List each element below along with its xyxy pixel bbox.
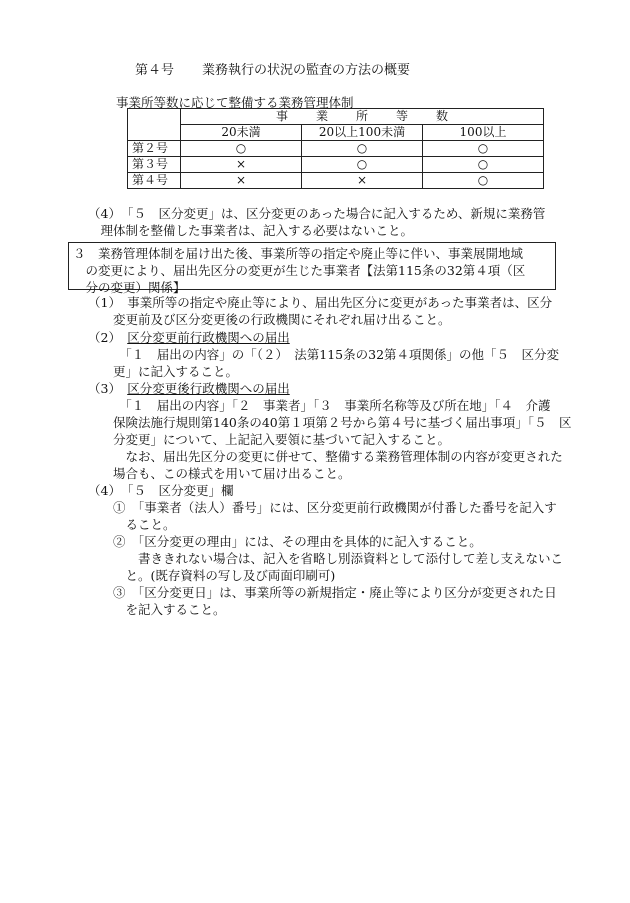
form-heading xyxy=(135,62,410,79)
text-line: ること。 xyxy=(88,517,176,532)
table-row-label: 第２号 xyxy=(128,141,181,157)
table-cell: × xyxy=(181,157,302,173)
item-4 xyxy=(88,482,564,618)
text-line: 「１ 届出の内容」「２ 事業者」「３ 事業所名称等及び所在地」「４ 介護 xyxy=(88,398,551,413)
table-row xyxy=(128,157,544,173)
table-cell: × xyxy=(302,173,423,189)
item-4-title: （4） 「５ 区分変更」欄 xyxy=(88,483,234,498)
form-title: 業務執行の状況の監査の方法の概要 xyxy=(202,63,411,78)
text-line: 分の変更）関係】 xyxy=(73,280,186,295)
item-3-title: 区分変更後行政機関への届出 xyxy=(127,381,290,396)
table-corner-cell xyxy=(128,109,181,141)
table-group-header-row xyxy=(128,109,544,125)
item-3 xyxy=(88,380,572,482)
text-line: 場合も、この様式を用いて届け出ること。 xyxy=(88,466,351,481)
section-3-box xyxy=(68,242,556,295)
text-line: （1） 事業所等の指定や廃止等により、届出先区分に変更があった事業者は、区分 xyxy=(88,295,553,310)
text-line: 「１ 届出の内容」の「（２） 法第115条の32第４項関係」の他「５ 区分変 xyxy=(88,347,560,362)
table-row-label: 第３号 xyxy=(128,157,181,173)
table-header-row xyxy=(128,125,544,141)
text-line: 更」に記入すること。 xyxy=(88,364,239,379)
table-cell: × xyxy=(181,173,302,189)
item-1 xyxy=(88,294,558,328)
table-cell: ○ xyxy=(423,141,544,157)
table-cell: ○ xyxy=(423,157,544,173)
table-row xyxy=(128,141,544,157)
form-number: 第４号 xyxy=(135,63,175,78)
text-line: ② 「区分変更の理由」には、その理由を具体的に記入すること。 xyxy=(88,534,482,549)
table-row xyxy=(128,173,544,189)
table-column-header: 20未満 xyxy=(181,125,302,141)
table-cell: ○ xyxy=(181,141,302,157)
text-line: を記入すること。 xyxy=(88,602,226,617)
item-2-prefix: （2） xyxy=(88,330,128,345)
note-4 xyxy=(88,205,558,239)
text-line: なお、届出先区分の変更に併せて、整備する業務管理体制の内容が変更された xyxy=(88,449,563,464)
text-line: （4） 「５ 区分変更」は、区分変更のあった場合に記入するため、新規に業務管 xyxy=(88,206,546,221)
text-line: ③ 「区分変更日」は、事業所等の新規指定・廃止等により区分が変更された日 xyxy=(88,585,557,600)
item-2-title: 区分変更前行政機関への届出 xyxy=(127,330,290,345)
table-caption: 事業所等数に応じて整備する業務管理体制 xyxy=(116,95,354,110)
text-line: 分変更」について、上記記入要領に基づいて記入すること。 xyxy=(88,432,451,447)
table-cell: ○ xyxy=(302,141,423,157)
text-line: 保険法施行規則第140条の40第１項第２号から第４号に基づく届出事項」「５ 区 xyxy=(88,415,572,430)
item-2 xyxy=(88,329,558,380)
text-line: 書ききれない場合は、記入を省略し別添資料として添付して差し支えないこ xyxy=(88,551,564,566)
text-line: の変更により、届出先区分の変更が生じた事業者【法第115条の32第４項（区 xyxy=(73,263,526,278)
text-line: と。(既存資料の写し及び両面印刷可) xyxy=(88,568,336,583)
text-line: ３ 業務管理体制を届け出た後、事業所等の指定や廃止等に伴い、事業展開地域 xyxy=(73,246,524,261)
text-line: ① 「事業者（法人）番号」には、区分変更前行政機関が付番した番号を記入す xyxy=(88,500,557,515)
table-cell: ○ xyxy=(302,157,423,173)
office-count-table xyxy=(127,108,544,189)
text-line: 変更前及び区分変更後の行政機関にそれぞれ届け出ること。 xyxy=(88,312,451,327)
table-column-header: 20以上100未満 xyxy=(302,125,423,141)
item-3-prefix: （3） xyxy=(88,381,128,396)
text-line: 理体制を整備した事業者は、記入する必要はないこと。 xyxy=(88,223,414,238)
table-row-label: 第４号 xyxy=(128,173,181,189)
table-column-header: 100以上 xyxy=(423,125,544,141)
table-group-header: 事業所等数 xyxy=(181,109,544,125)
table-cell: ○ xyxy=(423,173,544,189)
